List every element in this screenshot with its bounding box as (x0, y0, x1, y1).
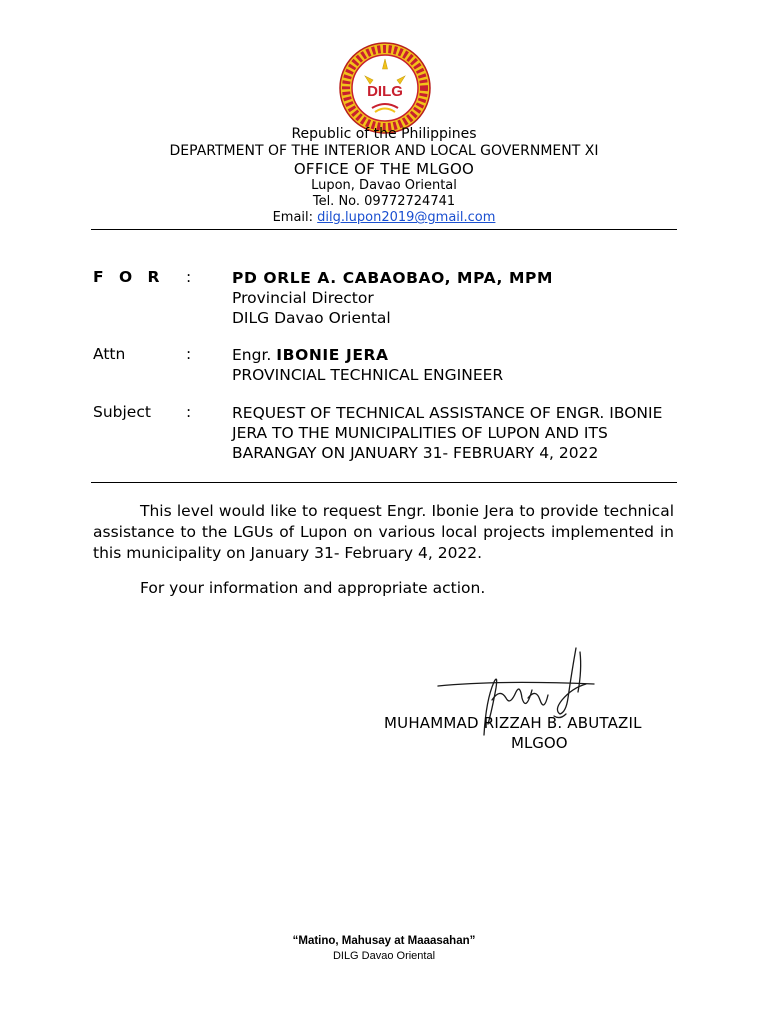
office-location: Lupon, Davao Oriental (311, 178, 457, 193)
email-label: Email: (272, 210, 318, 225)
recipient-office: DILG Davao Oriental (232, 309, 391, 327)
office-email-line (0, 210, 768, 225)
footer-office: DILG Davao Oriental (332, 950, 436, 962)
attn-prefix: Engr. (232, 346, 272, 364)
department-heading: DEPARTMENT OF THE INTERIOR AND LOCAL GOVERNMENT XI (169, 143, 599, 159)
attn-name: IBONIE JERA (276, 346, 389, 364)
subject-divider (91, 482, 677, 483)
for-label: F O R (93, 268, 165, 286)
office-heading: OFFICE OF THE MLGOO (293, 160, 475, 178)
footer-motto: “Matino, Mahusay at Maaasahan” (292, 935, 476, 947)
email-link[interactable]: dilg.lupon2019@gmail.com (317, 210, 496, 225)
for-colon: : (186, 268, 192, 286)
attn-name-line (232, 345, 682, 365)
attn-position: PROVINCIAL TECHNICAL ENGINEER (232, 366, 504, 384)
office-telephone: Tel. No. 09772724741 (312, 194, 456, 209)
body-paragraph-1: This level would like to request Engr. Ibonie Jera to provide technical assistance to the LGUs of Lupon on various local projects implemented in this municipality on January 31- February 4, 2022. (93, 502, 674, 562)
attn-recipient (232, 345, 682, 385)
attn-label: Attn (93, 345, 126, 363)
subject-text: REQUEST OF TECHNICAL ASSISTANCE OF ENGR. IBONIE JERA TO THE MUNICIPALITIES OF LUPON AND ITS BARANGAY ON JANUARY 31- FEBRUARY 4, 2022 (232, 404, 663, 462)
signatory-name: MUHAMMAD RIZZAH B. ABUTAZIL (384, 714, 642, 732)
republic-heading: Republic of the Philippines (291, 126, 477, 142)
seal-logo-text: DILG (367, 83, 403, 100)
subject-colon: : (186, 403, 192, 421)
signatory-title: MLGOO (511, 734, 568, 752)
attn-colon: : (186, 345, 192, 363)
body-paragraph-2: For your information and appropriate action. (140, 579, 486, 597)
for-recipient (232, 268, 682, 328)
recipient-name: PD ORLE A. CABAOBAO, MPA, MPM (232, 269, 553, 287)
subject-label: Subject (93, 403, 151, 421)
header-divider (91, 229, 677, 230)
recipient-position: Provincial Director (232, 289, 374, 307)
dilg-seal-logo (339, 42, 431, 134)
